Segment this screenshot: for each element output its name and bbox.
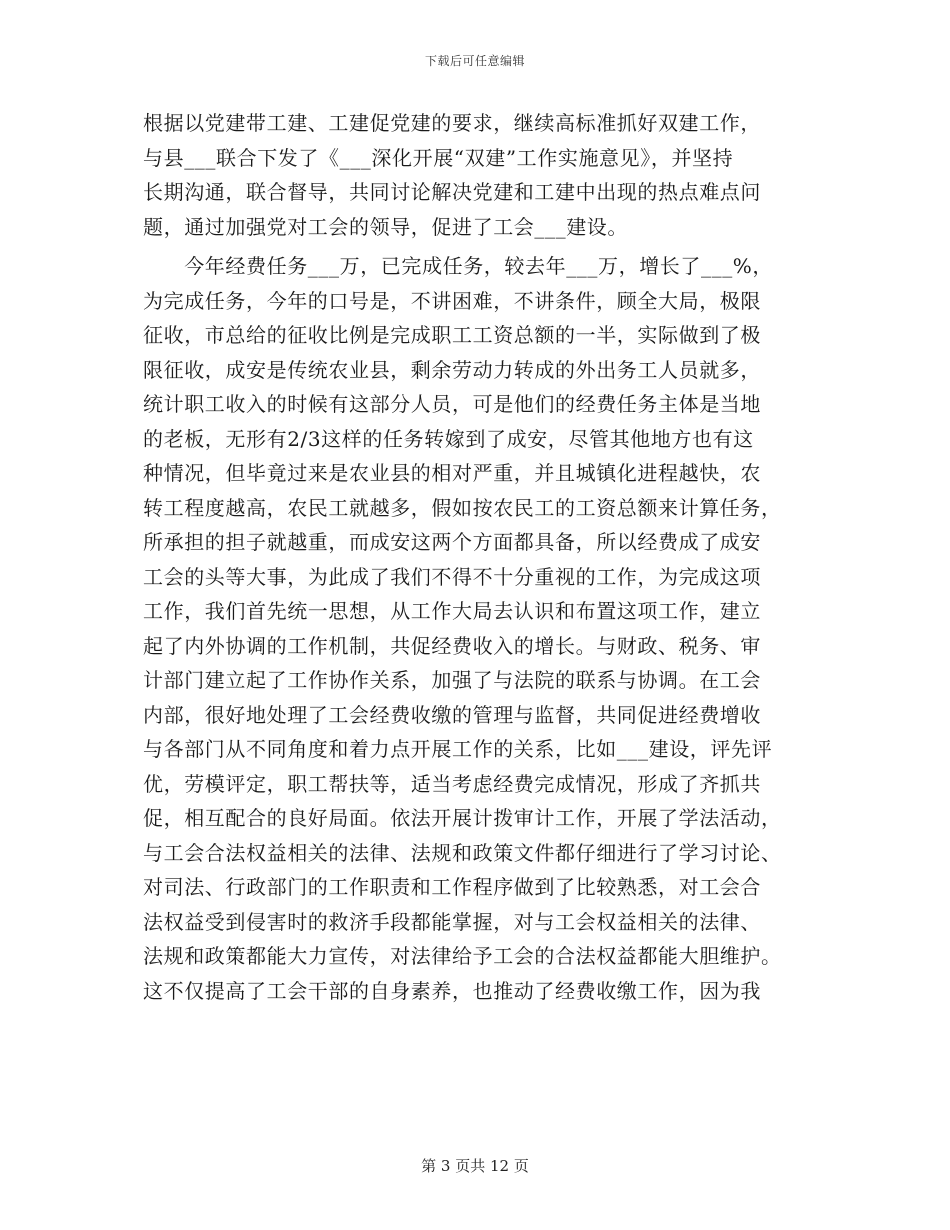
body-line: 种情况，但毕竟过来是农业县的相对严重，并且城镇化进程越快，农: [143, 461, 761, 485]
body-line: 限征收，成安是传统农业县，剩余劳动力转成的外出务工人员就多，: [143, 357, 761, 382]
body-line: 题，通过加强党对工会的领导，促进了工会___建设。: [143, 214, 628, 239]
body-line: 法规和政策都能大力宣传，对法律给予工会的合法权益都能大胆维护。: [143, 944, 782, 968]
body-line: 对司法、行政部门的工作职责和工作程序做到了比较熟悉，对工会合: [143, 875, 761, 899]
body-line: 促，相互配合的良好局面。依法开展计拨审计工作，开展了学法活动，: [143, 806, 782, 830]
body-line: 长期沟通，联合督导，共同讨论解决党建和工建中出现的热点难点问: [143, 180, 761, 204]
body-line: 与各部门从不同角度和着力点开展工作的关系，比如___建设，评先评: [143, 737, 773, 761]
body-line: 与工会合法权益相关的法律、法规和政策文件都仔细进行了学习讨论、: [143, 840, 782, 865]
body-line: 起了内外协调的工作机制，共促经费收入的增长。与财政、税务、审: [143, 633, 761, 658]
body-line: 今年经费任务___万，已完成任务，较去年___万，增长了___%，: [143, 254, 774, 278]
body-line: 为完成任务，今年的口号是，不讲困难，不讲条件，顾全大局，极限: [143, 288, 761, 313]
page-header-note: 下载后可任意编辑: [424, 54, 525, 68]
body-line: 内部，很好地处理了工会经费收缴的管理与监督，共同促进经费增收: [143, 702, 761, 727]
body-line: 的老板，无形有2/3这样的任务转嫁到了成安，尽管其他地方也有这: [143, 426, 754, 451]
body-line: 征收，市总给的征收比例是完成职工工资总额的一半，实际做到了极: [143, 323, 761, 347]
body-line: 所承担的担子就越重，而成安这两个方面都具备，所以经费成了成安: [143, 530, 761, 554]
body-line: 统计职工收入的时候有这部分人员，可是他们的经费任务主体是当地: [143, 392, 761, 416]
body-line: 工会的头等大事，为此成了我们不得不十分重视的工作，为完成这项: [143, 564, 761, 589]
body-line: 法权益受到侵害时的救济手段都能掌握，对与工会权益相关的法律、: [143, 909, 761, 934]
body-line: 优，劳模评定，职工帮扶等，适当考虑经费完成情况，形成了齐抓共: [143, 771, 761, 796]
body-line: 转工程度越高，农民工就越多，假如按农民工的工资总额来计算任务，: [143, 495, 782, 520]
body-line: 根据以党建带工建、工建促党建的要求，继续高标准抓好双建工作，: [143, 111, 761, 135]
body-line: 计部门建立起了工作协作关系，加强了与法院的联系与协调。在工会: [143, 668, 761, 692]
body-line: 与县___联合下发了《___深化开展“双建”工作实施意见》，并坚持: [143, 145, 734, 170]
body-line: 这不仅提高了工会干部的自身素养，也推动了经费收缴工作，因为我: [143, 978, 761, 1003]
body-line: 工作，我们首先统一思想，从工作大局去认识和布置这项工作，建立: [143, 599, 761, 623]
page-number: 第 3 页共 12 页: [421, 1157, 529, 1175]
